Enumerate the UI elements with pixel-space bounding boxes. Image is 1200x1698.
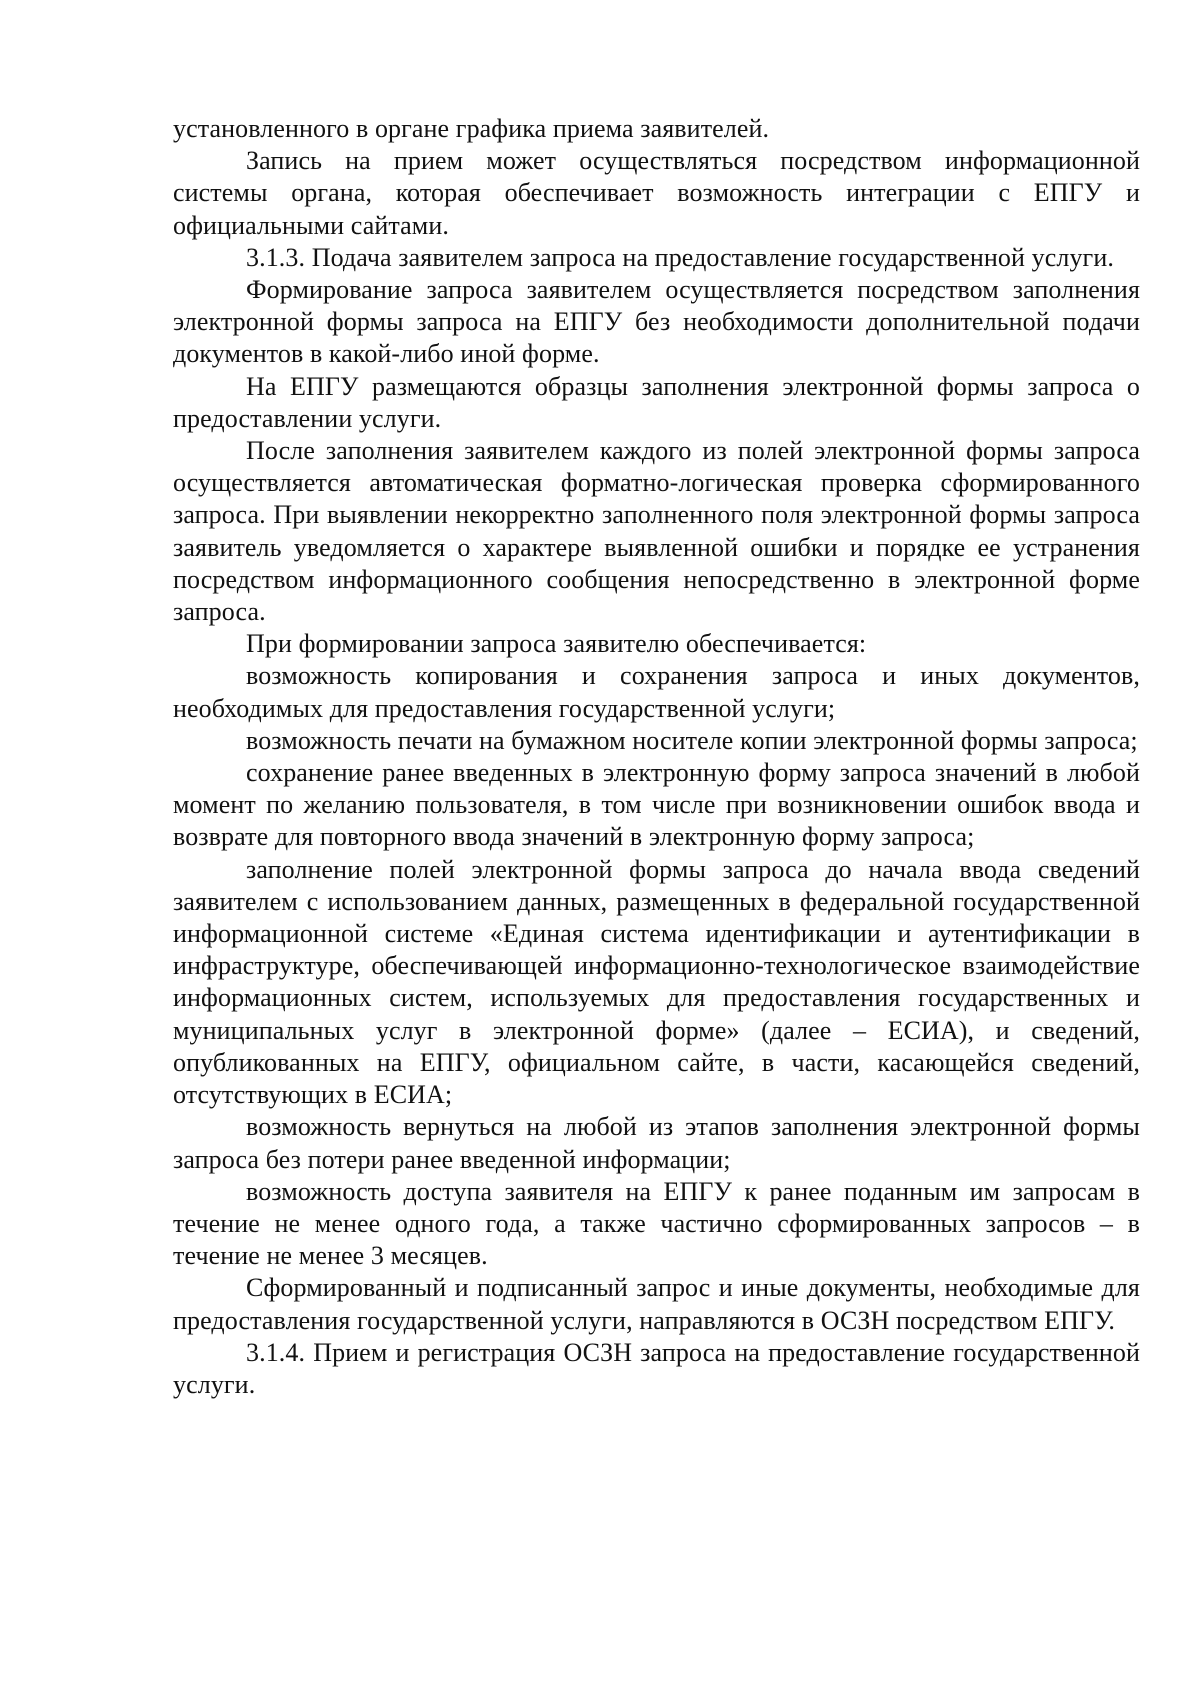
paragraph-continuation: установленного в органе графика приема заявителей.: [173, 114, 770, 143]
list-item-print: возможность печати на бумажном носителе копии электронной формы запроса;: [246, 725, 1138, 755]
section-heading-3-1-3: 3.1.3. Подача заявителем запроса на предоставление государственной услуги.: [246, 242, 1114, 272]
document-page: [173, 113, 1140, 1401]
section-heading-3-1-4: 3.1.4. Прием и регистрация ОСЗН запроса на предоставление государственной услуги.: [173, 1337, 1140, 1399]
list-item-save-values: сохранение ранее введенных в электронную форму запроса значений в любой момент по желанию пользователя, в том числе при возникновении ошибок ввода и возврате для повторного ввода значений в электронную форму запроса;: [173, 758, 1140, 852]
list-item-esia-prefill: заполнение полей электронной формы запроса до начала ввода сведений заявителем с использованием данных, размещенных в федеральной государственной информационной системе «Единая система идентификации и аутентификации в инфраструктуре, обеспечивающей информационно-технологическое взаимодействие информационных систем, используемых для предоставления государственных и муниципальных услуг в электронной форме» (далее – ЕСИА), и сведений, опубликованных на ЕПГУ, официальном сайте, в части, касающейся сведений, отсутствующих в ЕСИА;: [173, 854, 1140, 1110]
paragraph-provisions-intro: При формировании запроса заявителю обеспечивается:: [246, 629, 867, 659]
list-item-access-history: возможность доступа заявителя на ЕПГУ к ранее поданным им запросам в течение не менее одного года, а также частично сформированных запросов – в течение не менее 3 месяцев.: [173, 1176, 1140, 1271]
paragraph-form-samples: На ЕПГУ размещаются образцы заполнения электронной формы запроса о предоставлении услуги.: [173, 371, 1140, 433]
paragraph-request-formation: Формирование запроса заявителем осуществляется посредством заполнения электронной формы запроса на ЕПГУ без необходимости дополнительной подачи документов в какой-либо иной форме.: [173, 275, 1140, 369]
paragraph-appointment-booking: Запись на прием может осуществляться посредством информационной системы органа, которая обеспечивает возможность интеграции с ЕПГУ и официальными сайтами.: [173, 146, 1140, 240]
list-item-copy-save: возможность копирования и сохранения запроса и иных документов, необходимых для предоставления государственной услуги;: [173, 661, 1140, 723]
list-item-return-to-step: возможность вернуться на любой из этапов заполнения электронной формы запроса без потери ранее введенной информации;: [173, 1112, 1140, 1174]
paragraph-format-check: После заполнения заявителем каждого из полей электронной формы запроса осуществляется автоматическая форматно-логическая проверка сформированного запроса. При выявлении некорректно заполненного поля электронной формы запроса заявитель уведомляется о характере выявленной ошибки и порядке ее устранения посредством информационного сообщения непосредственно в электронной форме запроса.: [173, 436, 1140, 627]
paragraph-submission: Сформированный и подписанный запрос и иные документы, необходимые для предоставления государственной услуги, направляются в ОСЗН посредством ЕПГУ.: [173, 1273, 1140, 1335]
